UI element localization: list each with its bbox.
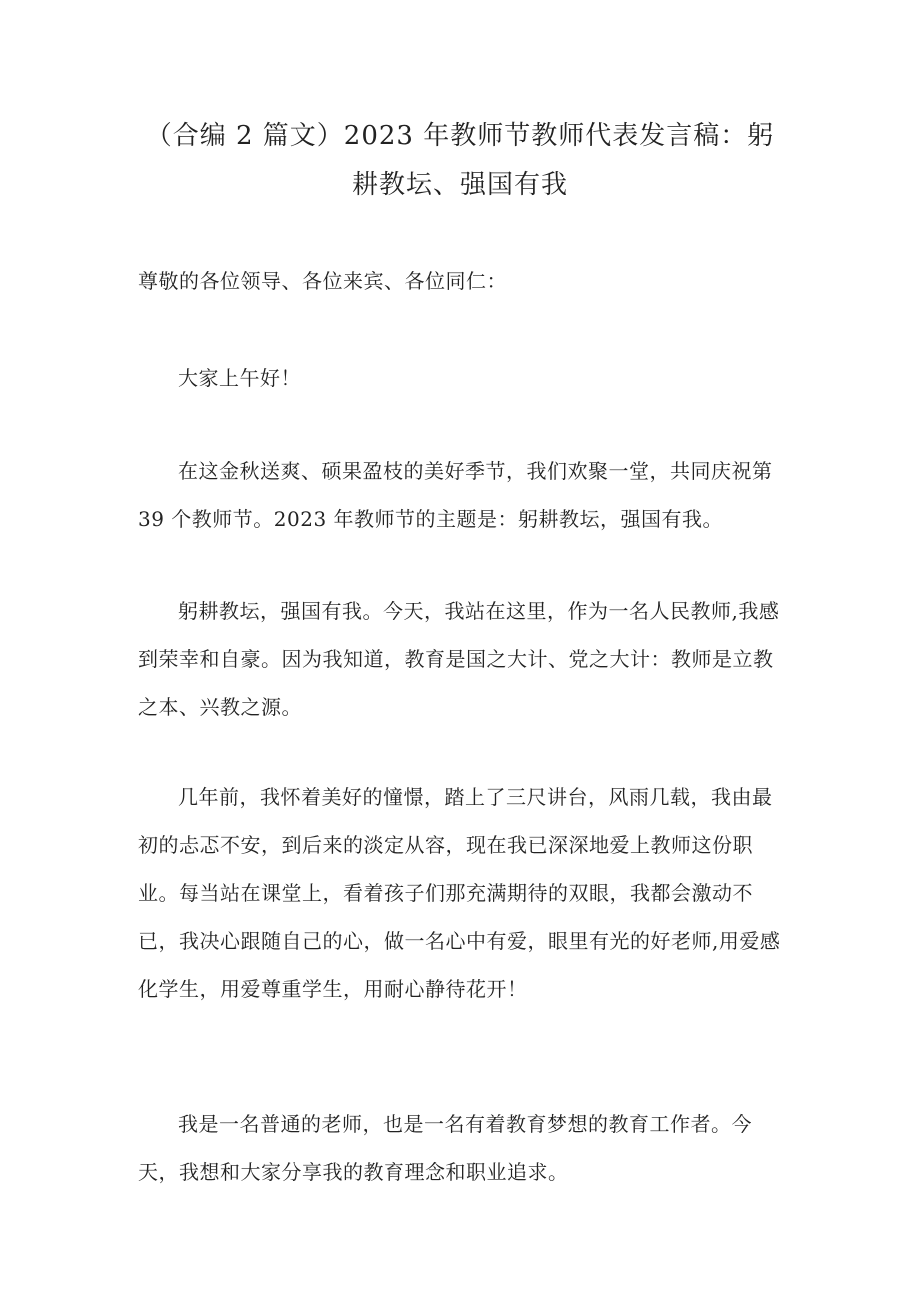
document-title-line-2: 耕教坛、强国有我 bbox=[351, 170, 568, 200]
paragraph-1: 在这金秋送爽、硕果盈枝的美好季节，我们欢聚一堂，共同庆祝第 39 个教师节。2023 年教师节的主题是：躬耕教坛，强国有我。 bbox=[138, 459, 773, 531]
greeting: 大家上午好！ bbox=[178, 366, 301, 390]
paragraph-4: 我是一名普通的老师，也是一名有着教育梦想的教育工作者。今天，我想和大家分享我的教育理念和职业追求。 bbox=[138, 1112, 752, 1184]
paragraph-2: 躬耕教坛，强国有我。今天，我站在这里，作为一名人民教师,我感到荣幸和自豪。因为我知道，教育是国之大计、党之大计：教师是立教之本、兴教之源。 bbox=[138, 599, 780, 719]
document-title-line-1: （合编 2 篇文）2023 年教师节教师代表发言稿：躬 bbox=[145, 121, 775, 151]
paragraph-3: 几年前，我怀着美好的憧憬，踏上了三尺讲台，风雨几载，我由最初的忐忑不安，到后来的淡定从容，现在我已深深地爱上教师这份职业。每当站在课堂上，看着孩子们那充满期待的双眼，我都会激动不已，我决心跟随自己的心，做一名心中有爱，眼里有光的好老师,用爱感化学生，用爱尊重学生，用耐心静待花开！ bbox=[138, 785, 781, 1001]
salutation: 尊敬的各位领导、各位来宾、各位同仁： bbox=[138, 269, 507, 293]
